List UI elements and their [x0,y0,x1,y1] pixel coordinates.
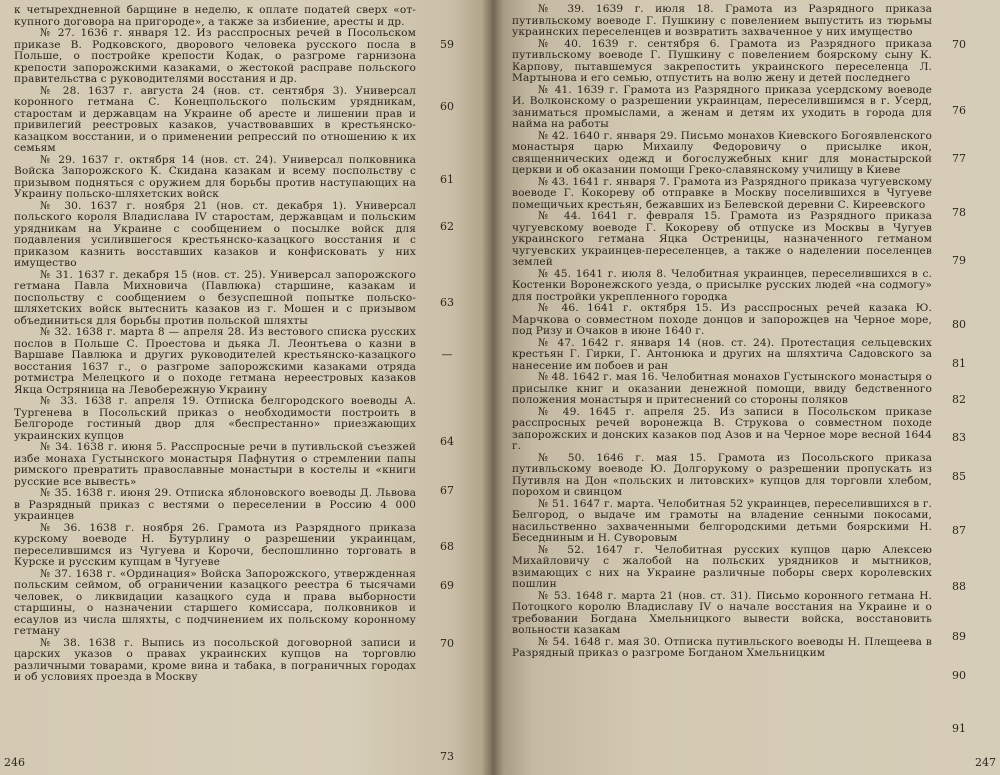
entry-continuation: к четырехдневной барщине в неделю, к оплате податей сверх «от-купного договора на пригороде», а также за избиение, аресты и др. [14,4,416,28]
page-ref: 63 [440,296,454,309]
page-ref: 68 [440,540,454,553]
entry-49: № 49. 1645 г. апреля 25. Из записи в Посольском приказе расспросных речей воронежца В. Струкова о совместном походе запорожских и донских казаков под Азов и на Черное море весной 1644 г. [512,405,932,452]
page-ref: 77 [952,152,966,165]
page-ref: 82 [952,393,966,406]
page-ref: 81 [952,357,966,370]
page-ref: 70 [440,637,454,650]
entry-33: № 33. 1638 г. апреля 19. Отписка белгородского воеводы А. Тургенева в Посольский приказ о необходимости построить в Белгороде гостиный двор для «беспрестанно» приезжающих украинских купцов [14,395,416,442]
entry-36: № 36. 1638 г. ноября 26. Грамота из Разрядного приказа курскому воеводе Н. Бутурлину о разрешении украинцам, переселившимся из Чугуева и Корочи, беспошлинно торговать в Курске и русским купцам в Чугуеве [14,521,416,568]
page-ref: 62 [440,220,454,233]
entry-52: № 52. 1647 г. Челобитная русских купцов царю Алексею Михайловичу с жалобой на польских урядников и мытников, взимающих с них на Украине различные поборы сверх королевских пошлин [512,543,932,590]
entry-31: № 31. 1637 г. декабря 15 (нов. ст. 25). Универсал запорожского гетмана Павла Михновича (Павлюка) старшине, казакам и поспольству с сообщением о безуспешной попытке польско-шляхетских войск вытеснить казаков из г. Мошен и с призывом объединиться для борьбы против польской шляхты [14,268,416,327]
entry-44: № 44. 1641 г. февраля 15. Грамота из Разрядного приказа чугуевскому воеводе Г. Кокореву об отпуске из Москвы в Чугуев украинского гетмана Яцка Остреницы, назначенного гетманом чугуевских украинцев-переселенцев, а также о наделении поселенцев землей [512,210,932,268]
page-number-right: 247 [975,756,996,769]
entry-54: № 54. 1648 г. мая 30. Отписка путивльского воеводы Н. Плещеева в Разрядный приказ о разгроме Богданом Хмельницким [512,635,932,659]
page-ref: 76 [952,104,966,117]
entry-37: № 37. 1638 г. «Ординация» Войска Запорожского, утвержденная польским сеймом, об ограничении казацкого реестра 6 тысячами человек, о ликвидации казацкого суда и права выборности старшины, о назначении старшего комиссара, полковников и есаулов из числа шляхты, с подчинением их польскому коронному гетману [14,567,416,637]
page-ref: 91 [952,722,966,735]
right-page-text [512,4,932,660]
page-ref: 85 [952,470,966,483]
entry-43: № 43. 1641 г. января 7. Грамота из Разрядного приказа чугуевскому воеводе Г. Кокореву об отправке в Москву поселившихся в Чугуеве помещичьих крестьян, бежавших из Белевской деревни С. Киреевского [512,175,932,211]
page-ref: 83 [952,431,966,444]
entry-53: № 53. 1648 г. марта 21 (нов. ст. 31). Письмо коронного гетмана Н. Потоцкого королю Владиславу IV о начале восстания на Украине и о требовании Богдана Хмельницкого вывести войска, восстановить вольности казакам [512,589,932,636]
page-ref: 87 [952,524,966,537]
entry-30: № 30. 1637 г. ноября 21 (нов. ст. декабря 1). Универсал польского короля Владислава IV старостам, державцам и польским урядникам на Украине с сообщением о посылке войск для подавления усилившегося крестьянско-казацкого восстания и с приказом казнить восставших казаков и конфисковать у них имущество [14,199,416,269]
entry-28: № 28. 1637 г. августа 24 (нов. ст. сентября 3). Универсал коронного гетмана С. Конецпольского польским урядникам, старостам и державцам на Украине об аресте и лишении прав и привилегий реестровых казаков, участвовавших в крестьянско-казацком восстании, и о применении репрессий по отношению к их семьям [14,84,416,154]
entry-45: № 45. 1641 г. июля 8. Челобитная украинцев, переселившихся в с. Костенки Воронежского уезда, о присылке русских людей «на содмогу» для постройки укрепленного городка [512,267,932,303]
page-ref: 64 [440,435,454,448]
page-ref: 89 [952,630,966,643]
page-ref: 78 [952,206,966,219]
page-number-left: 246 [4,756,25,769]
page-ref: — [441,348,453,361]
page-ref: 73 [440,750,454,763]
right-page [492,0,1000,775]
entry-32: № 32. 1638 г. марта 8 — апреля 28. Из вестового списка русских послов в Польше С. Проестова и дьяка Л. Леонтьева о казни в Варшаве Павлюка и других руководителей крестьянско-казацкого восстания 1637 г., о разгроме запорожскими казаками отряда ротмистра Мелецкого и о походе гетмана нереестровых казаков Якца Остряница на Левобережную Украину [14,326,416,396]
page-ref: 88 [952,580,966,593]
page-ref: 69 [440,579,454,592]
page-ref: 67 [440,484,454,497]
page-ref: 70 [952,38,966,51]
entry-48: № 48. 1642 г. мая 16. Челобитная монахов Густынского монастыря о присылке книг и оказании денежной помощи, ввиду бедственного положения монастыря и притеснений со стороны поляков [512,371,932,406]
left-page-text [14,5,416,684]
entry-38: № 38. 1638 г. Выпись из посольской договорной записи и царских указов о правах украинских купцов на торговлю различными товарами, кроме вина и табака, в пограничных городах и об условиях проезда в Москву [14,636,416,683]
entry-39: № 39. 1639 г. июля 18. Грамота из Разрядного приказа путивльскому воеводе Г. Пушкину с повелением выпустить из тюрьмы украинских переселенцев и возвратить захваченное у них имущество [512,3,932,38]
left-page [0,0,492,775]
entry-35: № 35. 1638 г. июня 29. Отписка яблоновского воеводы Д. Львова в Разрядный приказ с вестями о переселении в Россию 4 000 украинцев [14,487,416,522]
entry-40: № 40. 1639 г. сентября 6. Грамота из Разрядного приказа путивльскому воеводе Г. Пушкину с повелением боярскому сыну К. Карпову, пытавшемуся закрепостить украинского переселенца Л. Мартынова и его семью, отпустить на волю жену и детей последнего [512,37,932,84]
page-ref: 79 [952,254,966,267]
entry-51: № 51. 1647 г. марта. Челобитная 52 украинцев, переселившихся в г. Белгород, о выдаче им грамоты на владение сенными покосами, насильственно захваченными белгородскими детьми боярскими Н. Беседниным и Н. Суворовым [512,497,932,544]
left-page-numbers [432,0,472,775]
page-ref: 59 [440,38,454,51]
entry-29: № 29. 1637 г. октября 14 (нов. ст. 24). Универсал полковника Войска Запорожского К. Скидана казакам и всему поспольству с призывом подняться с оружием для борьбы против наступающих на Украину польско-шляхетских войск [14,153,416,200]
entry-46: № 46. 1641 г. октября 15. Из расспросных речей казака Ю. Марчкова о совместном походе донцов и запорожцев на Черное море, под Ризу и Очаков в июне 1640 г. [512,302,932,337]
page-ref: 61 [440,173,454,186]
entry-27: № 27. 1636 г. января 12. Из расспросных речей в Посольском приказе В. Родковского, дворового человека русского посла в Польше, о постройке крепости Кодак, о разгроме гарнизона крепости запорожскими казаками, о жестокой расправе польского правительства с руководителями восстания и др. [14,27,416,85]
page-ref: 90 [952,669,966,682]
right-page-numbers [944,0,984,775]
page-ref: 80 [952,318,966,331]
page-ref: 60 [440,100,454,113]
entry-34: № 34. 1638 г. июня 5. Расспросные речи в путивльской съезжей избе монаха Густынского монастыря Пафнутия о стремлении папы римского превратить православные монастыри в костелы и «книги русские все вывесть» [14,441,416,488]
entry-41: № 41. 1639 г. Грамота из Разрядного приказа усердскому воеводе И. Волконскому о разрешении украинцам, переселившимся в г. Усерд, заниматься промыслами, а женам и детям их уходить в города для найма на работы [512,83,932,130]
entry-47: № 47. 1642 г. января 14 (нов. ст. 24). Протестация сельцевских крестьян Г. Гирки, Г. Антонюка и других на шляхтича Садовского за нанесение им побоев и ран [512,336,932,372]
entry-42: № 42. 1640 г. января 29. Письмо монахов Киевского Богоявленского монастыря царю Михаилу Федоровичу о присылке икон, священнических одежд и богослужебных книг для монастырской церкви и об оказании помощи Греко-славянскому училищу в Киеве [512,129,932,176]
entry-50: № 50. 1646 г. мая 15. Грамота из Посольского приказа путивльскому воеводе Ю. Долгорукому о разрешении пропускать из Путивля на Дон «польских и литовских» купцов для торговли хлебом, порохом и свинцом [512,451,932,498]
